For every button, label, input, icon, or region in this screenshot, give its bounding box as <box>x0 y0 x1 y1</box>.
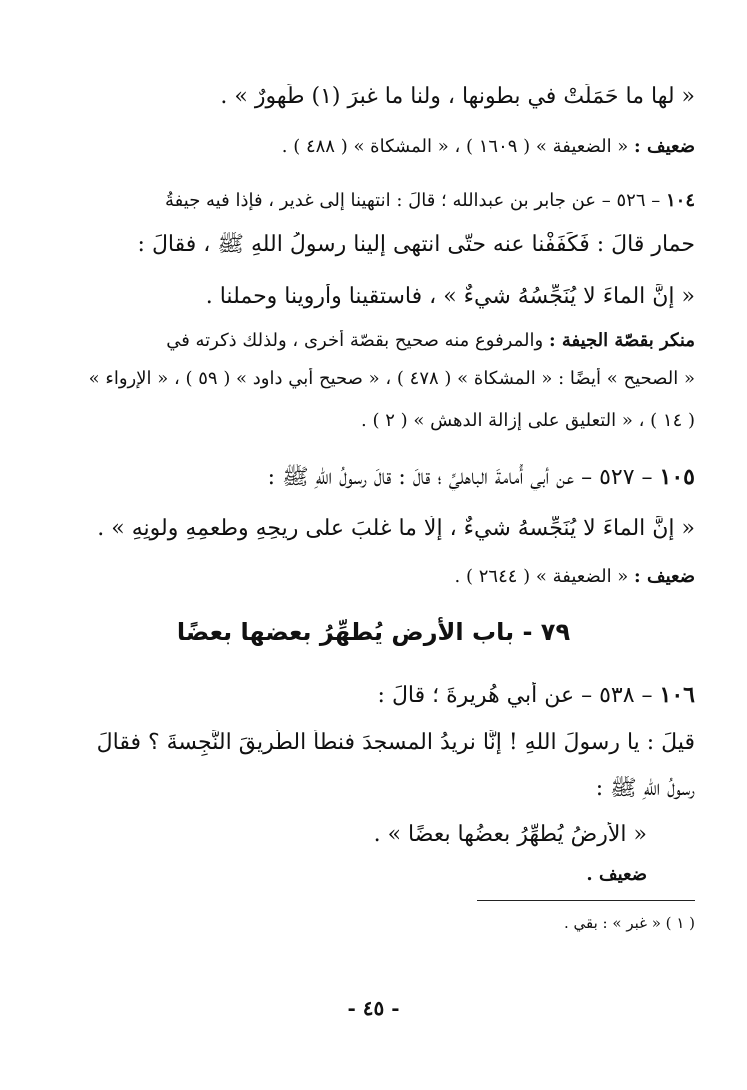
footnote: ( ١ ) « غبر » : بقي . <box>563 914 695 932</box>
page-number: - ٤٥ - <box>347 996 400 1020</box>
grade-references: « الضعيفة » ( ٢٦٤٤ ) . <box>454 566 629 587</box>
grade-label: ضعيف : <box>634 136 695 157</box>
hadith-number: ١٠٤ <box>665 190 695 211</box>
hadith-isnad: – ٥٢٦ – عن جابر بن عبدالله ؛ قالَ : انتهينا إلى غدير ، فإذا فيه جيفةُ <box>165 190 661 211</box>
hadith-104-references-cont: ( ١٤ ) ، « التعليق على إزالة الدهش » ( ٢ ) . <box>361 410 695 431</box>
grade-label: ضعيف : <box>634 566 695 587</box>
hadith-103-grade <box>46 136 695 158</box>
hadith-105-header <box>46 464 695 491</box>
hadith-105-quote: « إنَّ الماءَ لا يُنَجِّسهُ شيءٌ ، إلَّا ما غلبَ على ريحِهِ وطعمِهِ ولونِهِ » . <box>97 516 695 541</box>
hadith-104-references: « الصحيح » أيضًا : « المشكاة » ( ٤٧٨ ) ، « صحيح أبي داود » ( ٥٩ ) ، « الإرواء » <box>88 368 695 389</box>
grade-label: منكر بقصّة الجيفة : <box>548 330 695 351</box>
hadith-103-quote: « لها ما حَمَلَتْ في بطونها ، ولنا ما غبرَ (١) طَهورٌ » . <box>220 84 695 109</box>
chapter-heading: ٧٩ - باب الأرض يُطهِّرُ بعضها بعضًا <box>176 618 571 646</box>
hadith-isnad: – ٥٢٧ – عن أبي أُمامةَ الباهليِّ ؛ قالَ : قالَ رسولُ اللهِ ﷺ : <box>267 465 653 490</box>
hadith-106-quote: « الأرضُ يُطهِّرُ بعضُها بعضًا » . <box>373 822 647 847</box>
hadith-106-text: قيلَ : يا رسولَ اللهِ ! إنَّا نريدُ المسجدَ فنطأُ الطَّريقَ النَّجِسةَ ؟ فقالَ <box>96 730 695 755</box>
hadith-104-header <box>46 190 695 212</box>
hadith-106-text-cont: رسولُ اللهِ ﷺ : <box>595 776 695 801</box>
grade-references: « الضعيفة » ( ١٦٠٩ ) ، « المشكاة » ( ٤٨٨ ) . <box>281 136 629 157</box>
hadith-number: ١٠٥ <box>659 464 695 490</box>
hadith-number: ١٠٦ <box>659 682 695 708</box>
hadith-105-grade <box>46 566 695 588</box>
hadith-isnad: – ٥٣٨ – عن أبي هُريرةَ ؛ قالَ : <box>377 683 653 708</box>
hadith-104-text: حمار قالَ : فَكَفَفْنا عنه حتّى انتهى إلينا رسولُ اللهِ ﷺ ، فقالَ : <box>137 232 695 257</box>
hadith-104-grade <box>46 330 695 352</box>
footnote-divider <box>477 900 695 901</box>
grade-explanation: والمرفوع منه صحيح بقصّة أُخرى ، ولذلك ذكرته في <box>166 330 544 351</box>
hadith-106-grade: ضعيف . <box>586 864 647 885</box>
hadith-106-header <box>46 682 695 709</box>
hadith-104-quote: « إنَّ الماءَ لا يُنَجِّسُهُ شيءٌ » ، فاستقينا وأَروينا وحملنا . <box>205 284 695 309</box>
